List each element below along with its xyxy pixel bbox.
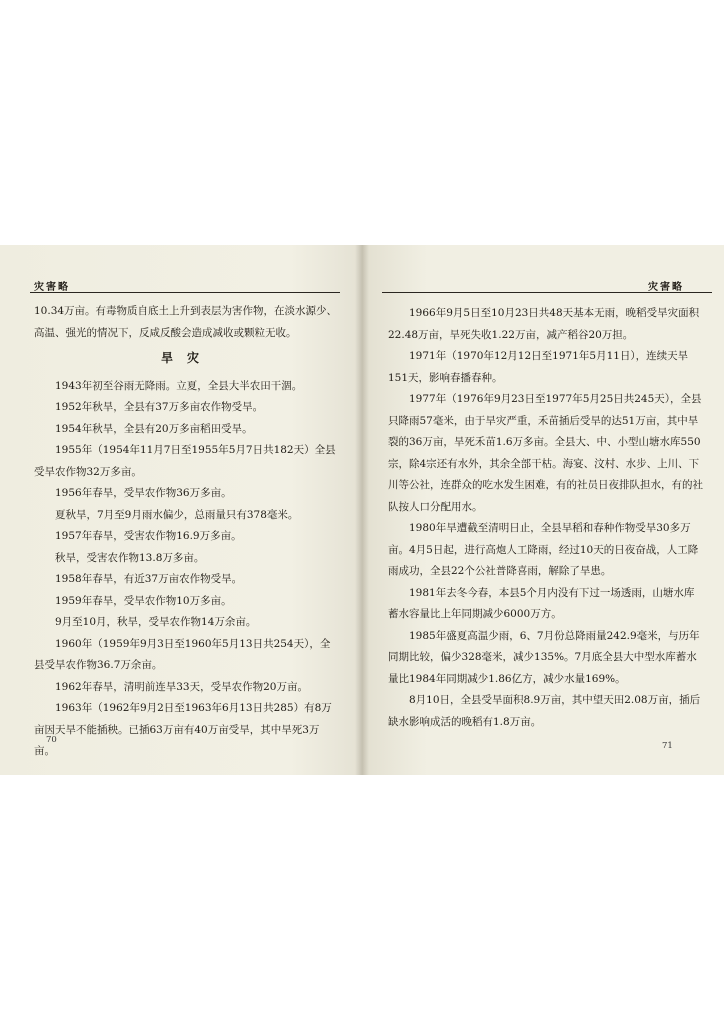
paragraph: 1955年（1954年11月7日至1955年5月7日共182天）全县受旱农作物32万多亩。 [34,444,336,478]
right-page [362,245,724,775]
paragraph: 1963年（1962年9月2日至1963年6月13日共285）有8万亩因天旱不能插秧。已插63万亩有40万亩受旱，其中旱死3万亩。 [34,702,332,757]
paragraph: 1980年旱遭截至清明日止，全县早稻和春种作物受旱30多万亩。4月5日起，进行高炮人工降雨，经过10天的日夜奋战，人工降雨成功，全县22个公社普降喜雨，解除了旱患。 [388,522,699,577]
right-body [388,303,704,733]
paragraph: 1966年9月5日至10月23日共48天基本无雨，晚稻受旱灾面积22.48万亩，旱死失收1.22万亩，减产稻谷20万担。 [388,307,700,341]
paragraph: 1971年（1970年12月12日至1971年5月11日），连续天旱151天，影响春播春种。 [388,350,689,384]
left-page [0,245,362,775]
left-running-header: 灾害略 [34,282,70,293]
paragraph: 1954年秋旱，全县有20万多亩稻田受旱。 [55,422,253,435]
paragraph: 1960年（1959年9月3日至1960年5月13日共254天），全县受旱农作物36.7万余亩。 [34,637,331,671]
right-page-number: 71 [662,741,673,751]
paragraph: 秋旱，受害农作物13.8万多亩。 [55,551,205,564]
paragraph: 9月至10月，秋旱，受旱农作物14万余亩。 [55,616,257,628]
paragraph: 1962年春旱，清明前连旱33天，受旱农作物20万亩。 [55,680,308,693]
paragraph: 1959年春旱，受旱农作物10万多亩。 [55,594,232,607]
paragraph: 1958年春旱，有近37万亩农作物受旱。 [55,573,243,585]
right-header-rule [382,292,712,293]
paragraph: 1956年春旱，受旱农作物36万多亩。 [55,487,232,499]
paragraph: 1981年去冬今春，本县5个月内没有下过一场透雨，山塘水库蓄水容量比上年同期减少6000万方。 [388,586,695,620]
paragraph: 1977年（1976年9月23日至1977年5月25日共245天），全县只降雨57毫米，由于旱灾严重，禾苗插后受旱的达51万亩，其中旱裂的36万亩，旱死禾苗1.6万多亩。全县大、中、小型山塘水库550宗，除4宗还有水外，其余全部干枯。海宴、汶村、水步、上川、下川等公社，连群众的吃水发生困难，有的社员日夜排队担水，有的社队按人口分配用水。 [388,393,703,513]
paragraph: 1957年春旱，受害农作物16.9万多亩。 [55,530,242,542]
paragraph: 夏秋旱，7月至9月雨水偏少，总雨量只有378毫米。 [55,508,299,521]
book-spread [0,245,724,775]
continuation-paragraph: 10.34万亩。有毒物质自底土上升到表层为害作物，在淡水源少、高温、强光的情况下，反咸反酸会造成减收或颗粒无收。 [34,305,338,339]
left-header-rule [30,292,340,293]
book-gutter [355,245,369,775]
paragraph: 8月10日，全县受旱面积8.9万亩，其中望天田2.08万亩，插后缺水影响成活的晚稻有1.8万亩。 [388,694,701,728]
right-running-header: 灾害略 [648,282,684,293]
paragraph: 1943年初至谷雨无降雨。立夏，全县大半农田干涸。 [55,379,303,392]
section-title: 旱灾 [160,351,213,365]
left-page-number: 70 [46,735,57,745]
paragraph: 1985年盛夏高温少雨，6、7月份总降雨量242.9毫米，与历年同期比较，偏少328毫米，减少135%。7月底全县大中型水库蓄水量比1984年同期减少1.86亿方，减少水量169%。 [388,629,700,685]
left-body [34,301,340,763]
paragraph: 1952年秋旱，全县有37万多亩农作物受旱。 [55,401,264,413]
